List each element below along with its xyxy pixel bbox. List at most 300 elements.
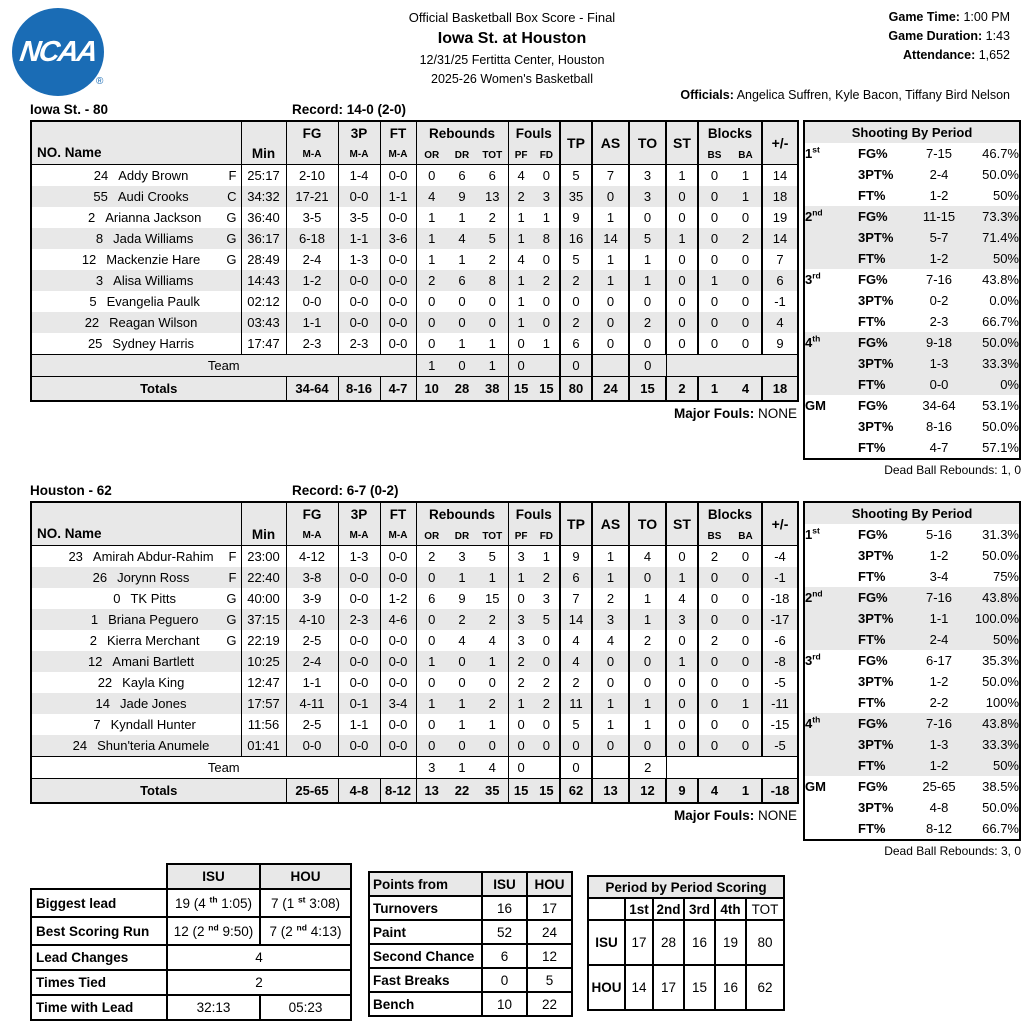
stat-label: 3PT% <box>858 734 912 755</box>
player-number: 24 <box>72 738 88 753</box>
blocks-cell <box>698 291 762 312</box>
percentage: 46.7% <box>982 146 1019 161</box>
player-row <box>31 291 798 312</box>
stat-label: FG% <box>858 587 912 608</box>
ft-made-att: 0-0 <box>380 270 416 291</box>
personal-fouls: 1 <box>517 696 525 711</box>
stat-label: FT% <box>858 440 886 455</box>
turnovers: 1 <box>629 270 666 291</box>
minutes: 17:47 <box>241 333 286 355</box>
player-name: Evangelia Paulk <box>106 294 200 309</box>
fouls-cell <box>508 567 560 588</box>
team-assists <box>592 355 629 377</box>
rebounds-cell <box>416 207 508 228</box>
assists: 7 <box>592 165 629 187</box>
personal-fouls: 3 <box>517 612 525 627</box>
col-blocks-subs: BS BA <box>698 145 762 165</box>
made-attempted: 7-16 <box>925 272 953 287</box>
defensive-rebounds: 6 <box>458 168 466 183</box>
made-attempted: 1-3 <box>912 353 966 374</box>
player-name: Jade Jones <box>120 696 187 711</box>
fouls-cell <box>508 186 560 207</box>
houston-right-col <box>803 501 1021 858</box>
row-label: Paint <box>369 920 482 944</box>
offensive-rebounds: 0 <box>428 294 436 309</box>
fouls-cell <box>508 312 560 333</box>
blocks-cell <box>698 693 762 714</box>
period-label: 2nd <box>804 587 858 650</box>
row-label: Biggest lead <box>31 889 167 917</box>
player-position: F <box>228 570 237 585</box>
plus-minus: 6 <box>762 270 798 291</box>
fouls-drawn: 2 <box>542 696 550 711</box>
plus-minus: -17 <box>762 609 798 630</box>
total-rebounds: 38 <box>485 381 500 396</box>
player-name: Amirah Abdur-Rahim <box>92 549 214 564</box>
team-title: Houston - 62 <box>30 483 112 498</box>
made-attempted: 7-16 <box>912 713 966 734</box>
isu-value: 0 <box>482 968 527 992</box>
blocks-against: 0 <box>741 591 750 606</box>
minutes: 37:15 <box>241 609 286 630</box>
totals-as: 13 <box>592 779 629 804</box>
defensive-rebounds: 1 <box>458 717 466 732</box>
fouls-cell <box>508 672 560 693</box>
totals-to: 15 <box>629 377 666 402</box>
shooting-row <box>804 587 1020 608</box>
col-blocks-subs: BS BA <box>698 526 762 546</box>
player-number: 5 <box>89 294 97 309</box>
blocks-cell <box>698 312 762 333</box>
stat-label: FT% <box>858 695 886 710</box>
total-rebounds: 1 <box>488 570 496 585</box>
defensive-rebounds: 0 <box>458 654 466 669</box>
fouls-cell <box>508 651 560 672</box>
total-points: 6 <box>560 567 592 588</box>
dead-ball-rebounds: Dead Ball Rebounds: 3, 0 <box>884 844 1021 858</box>
stat-label: FT% <box>858 821 886 836</box>
offensive-rebounds: 0 <box>428 315 436 330</box>
offensive-rebounds: 1 <box>428 252 436 267</box>
col-blocks: Blocks <box>698 121 762 145</box>
player-cell <box>31 333 241 355</box>
rebounds-cell <box>416 630 508 651</box>
defensive-rebounds: 22 <box>454 783 470 798</box>
player-number: 26 <box>92 570 108 585</box>
player-row <box>31 270 798 291</box>
turnovers: 0 <box>629 651 666 672</box>
stat-label: 3PT% <box>858 167 894 182</box>
assists: 2 <box>592 588 629 609</box>
stat-label: 3PT% <box>858 548 894 563</box>
team-row <box>31 355 798 377</box>
player-cell <box>31 312 241 333</box>
total-rebounds: 0 <box>488 315 496 330</box>
player-number: 7 <box>93 717 101 732</box>
houston-left-col <box>30 483 797 858</box>
offensive-rebounds: 0 <box>428 717 436 732</box>
total-points: 2 <box>560 672 592 693</box>
offensive-rebounds: 1 <box>428 696 436 711</box>
made-attempted: 1-2 <box>912 755 966 776</box>
fouls-cell <box>508 270 560 291</box>
blocked-shots: 1 <box>710 273 719 288</box>
ft-made-att: 3-6 <box>380 228 416 249</box>
assists: 0 <box>592 186 629 207</box>
personal-fouls: 2 <box>517 189 525 204</box>
period-scoring-body <box>588 920 784 1010</box>
assists: 0 <box>592 312 629 333</box>
percentage: 100% <box>985 695 1019 710</box>
made-attempted: 2-4 <box>912 629 966 650</box>
made-attempted: 0-2 <box>929 293 949 308</box>
isu-value: 19 (4 $^{th}$ 1:05) <box>167 889 260 917</box>
rebounds-cell <box>416 165 508 187</box>
blocks-cell <box>698 249 762 270</box>
row-label: Fast Breaks <box>369 968 482 992</box>
total-rebounds: 4 <box>488 633 496 648</box>
made-attempted: 9-18 <box>912 332 966 353</box>
plus-minus: -4 <box>762 546 798 568</box>
total-rebounds: 0 <box>488 675 496 690</box>
ft-made-att: 0-0 <box>380 165 416 187</box>
blocked-shots: 0 <box>710 189 719 204</box>
fg-made-att: 2-4 <box>286 651 338 672</box>
player-row <box>31 567 798 588</box>
blocks-against: 0 <box>741 633 750 648</box>
rebounds-cell <box>416 567 508 588</box>
blocked-shots: 0 <box>710 654 719 669</box>
player-cell <box>31 249 241 270</box>
ncaa-logo <box>12 8 104 96</box>
blocked-shots: 1 <box>710 381 719 396</box>
total-points: 2 <box>560 270 592 291</box>
total-rebounds: 1 <box>488 654 496 669</box>
blocked-shots: 0 <box>710 717 719 732</box>
col-st: ST <box>666 121 698 165</box>
period-col-3rd: 3rd <box>684 898 715 920</box>
assists: 1 <box>592 270 629 291</box>
total-rebounds: 1 <box>488 336 496 351</box>
three-pt-made-att: 0-0 <box>338 672 380 693</box>
player-row <box>31 735 798 757</box>
offensive-rebounds: 2 <box>428 273 436 288</box>
personal-fouls: 1 <box>517 570 525 585</box>
fouls-cell <box>508 735 560 757</box>
personal-fouls: 2 <box>517 654 525 669</box>
hou-value: 05:23 <box>260 995 351 1020</box>
totals-3p: 8-16 <box>338 377 380 402</box>
stat-label: FG% <box>858 332 912 353</box>
shooting-title: Shooting By Period <box>804 121 1020 143</box>
shooting-row <box>804 524 1020 545</box>
percentage: 73.3% <box>966 206 1020 227</box>
league-line: 2025-26 Women's Basketball <box>431 72 593 86</box>
period-value: 15 <box>684 965 715 1010</box>
player-name: Amani Bartlett <box>112 654 195 669</box>
stat-label: FG% <box>858 713 912 734</box>
turnovers: 2 <box>629 630 666 651</box>
points-from-row <box>369 992 572 1016</box>
stat-label: FG% <box>858 527 888 542</box>
ghost-cell <box>31 864 167 889</box>
points-from-row <box>369 920 572 944</box>
made-attempted: 7-15 <box>925 146 953 161</box>
player-cell <box>31 609 241 630</box>
period-value: 16 <box>715 965 746 1010</box>
made-attempted: 8-12 <box>925 821 953 836</box>
assists: 0 <box>592 651 629 672</box>
team-rebounds <box>416 757 508 779</box>
fg-made-att: 17-21 <box>286 186 338 207</box>
fg-made-att: 2-5 <box>286 630 338 651</box>
player-cell <box>31 630 241 651</box>
total-points: 5 <box>560 249 592 270</box>
blocks-cell <box>698 228 762 249</box>
turnovers: 1 <box>629 609 666 630</box>
fg-made-att: 0-0 <box>286 735 338 757</box>
made-attempted: 1-2 <box>912 248 966 269</box>
blocks-cell <box>698 735 762 757</box>
fg-made-att: 1-1 <box>286 672 338 693</box>
ft-made-att: 0-0 <box>380 714 416 735</box>
player-number: 24 <box>93 168 109 183</box>
team-empty <box>666 355 798 377</box>
player-position: G <box>226 231 237 246</box>
shooting-rows <box>804 502 1020 840</box>
player-row <box>31 693 798 714</box>
player-name: Addy Brown <box>118 168 189 183</box>
team-rebounds <box>416 355 508 377</box>
player-name: Kayla King <box>122 675 185 690</box>
stat-label: 3PT% <box>858 353 912 374</box>
percentage: 33.3% <box>966 734 1020 755</box>
blocks-cell <box>698 714 762 735</box>
isu-value: 16 <box>482 896 527 920</box>
personal-fouls: 0 <box>517 738 525 753</box>
defensive-rebounds: 28 <box>454 381 470 396</box>
player-row <box>31 630 798 651</box>
player-row <box>31 333 798 355</box>
fg-made-att: 3-8 <box>286 567 338 588</box>
player-row <box>31 672 798 693</box>
percentage: 50% <box>966 755 1020 776</box>
plus-minus: 14 <box>762 165 798 187</box>
blocks-against: 0 <box>741 273 750 288</box>
player-name: Sydney Harris <box>112 336 195 351</box>
minutes: 22:40 <box>241 567 286 588</box>
defensive-rebounds: 4 <box>458 633 466 648</box>
personal-fouls: 0 <box>517 336 525 351</box>
period-scoring-title: Period by Period Scoring <box>588 876 784 898</box>
turnovers: 1 <box>629 714 666 735</box>
fouls-drawn: 2 <box>542 273 550 288</box>
turnovers: 0 <box>629 333 666 355</box>
col-to: TO <box>629 121 666 165</box>
plus-minus: -5 <box>762 672 798 693</box>
total-points: 16 <box>560 228 592 249</box>
period-scoring-row <box>588 920 784 965</box>
attendance: Attendance: 1,652 <box>903 47 1010 62</box>
made-attempted: 34-64 <box>922 398 956 413</box>
assists: 0 <box>592 333 629 355</box>
ghost-cell <box>588 898 625 920</box>
steals: 1 <box>666 165 698 187</box>
dead-ball-rebounds: Dead Ball Rebounds: 1, 0 <box>884 463 1021 477</box>
steals: 0 <box>666 207 698 228</box>
made-attempted: 0-0 <box>912 374 966 395</box>
personal-fouls: 0 <box>517 717 525 732</box>
col-ft-ma: M-A <box>380 145 416 165</box>
player-position: G <box>226 612 237 627</box>
total-rebounds: 2 <box>488 252 496 267</box>
shooting-row <box>804 269 1020 290</box>
steals: 0 <box>666 672 698 693</box>
col-plus-minus: +/- <box>762 502 798 546</box>
col-min: Min <box>241 502 286 546</box>
rebounds-cell <box>416 651 508 672</box>
ft-made-att: 4-6 <box>380 609 416 630</box>
fouls-drawn: 1 <box>542 210 550 225</box>
game-flow-col-hou: HOU <box>260 864 351 889</box>
period-label: GM <box>805 398 826 413</box>
fouls-drawn: 0 <box>542 633 550 648</box>
isu-value: 10 <box>482 992 527 1016</box>
personal-fouls: 0 <box>517 760 525 775</box>
percentage: 50.0% <box>982 674 1019 689</box>
blocks-cell <box>698 207 762 228</box>
totals-3p: 4-8 <box>338 779 380 804</box>
blocks-cell <box>698 333 762 355</box>
total-points: 0 <box>560 735 592 757</box>
iowa-left-col <box>30 102 797 477</box>
row-label: Turnovers <box>369 896 482 920</box>
steals: 1 <box>666 228 698 249</box>
rebounds-cell <box>416 333 508 355</box>
points-from-row <box>369 968 572 992</box>
rebounds-cell <box>416 714 508 735</box>
plus-minus: -15 <box>762 714 798 735</box>
col-reb-subs: OR DR TOT <box>416 145 508 165</box>
defensive-rebounds: 3 <box>458 549 466 564</box>
percentage: 50.0% <box>982 167 1019 182</box>
stat-label: 3PT% <box>858 674 894 689</box>
player-number: 14 <box>95 696 110 711</box>
col-st: ST <box>666 502 698 546</box>
defensive-rebounds: 1 <box>458 336 466 351</box>
personal-fouls: 0 <box>517 358 525 373</box>
col-ft: FT <box>380 121 416 145</box>
plus-minus: -11 <box>762 693 798 714</box>
fouls-cell <box>508 249 560 270</box>
fg-made-att: 0-0 <box>286 291 338 312</box>
offensive-rebounds: 10 <box>424 381 439 396</box>
defensive-rebounds: 0 <box>458 358 466 373</box>
three-pt-made-att: 1-4 <box>338 165 380 187</box>
rebounds-cell <box>416 186 508 207</box>
blocks-against: 1 <box>741 168 750 183</box>
blocked-shots: 0 <box>710 675 719 690</box>
shooting-row <box>804 395 1020 416</box>
blocks-cell <box>698 186 762 207</box>
rebounds-cell <box>416 312 508 333</box>
plus-minus: 7 <box>762 249 798 270</box>
made-attempted: 2-2 <box>929 695 949 710</box>
fouls-cell <box>508 228 560 249</box>
steals: 0 <box>666 735 698 757</box>
offensive-rebounds: 1 <box>428 654 436 669</box>
percentage: 50% <box>966 248 1020 269</box>
assists: 1 <box>592 693 629 714</box>
col-fg: FG <box>286 121 338 145</box>
total-rebounds: 4 <box>488 760 496 775</box>
defensive-rebounds: 1 <box>458 252 466 267</box>
defensive-rebounds: 1 <box>458 570 466 585</box>
plus-minus: -1 <box>762 567 798 588</box>
box-table-header <box>31 502 798 546</box>
ft-made-att: 0-0 <box>380 207 416 228</box>
turnovers: 1 <box>629 588 666 609</box>
steals: 0 <box>666 630 698 651</box>
total-rebounds: 8 <box>488 273 496 288</box>
stat-label: FG% <box>858 779 888 794</box>
defensive-rebounds: 1 <box>458 760 466 775</box>
team-title: Iowa St. - 80 <box>30 102 109 117</box>
defensive-rebounds: 0 <box>458 738 466 753</box>
rebounds-cell <box>416 693 508 714</box>
player-row <box>31 207 798 228</box>
shooting-row <box>804 713 1020 734</box>
hou-value: 24 <box>527 920 572 944</box>
totals-fg: 34-64 <box>286 377 338 402</box>
blocked-shots: 0 <box>710 168 719 183</box>
turnovers: 1 <box>629 249 666 270</box>
player-number: 12 <box>87 654 103 669</box>
made-attempted: 8-16 <box>925 419 953 434</box>
points-from-col-isu: ISU <box>482 872 527 896</box>
col-no-name: NO. Name <box>31 502 241 546</box>
period-label: GM <box>805 779 826 794</box>
fg-made-att: 4-12 <box>286 546 338 568</box>
rebounds-cell <box>416 546 508 568</box>
total-rebounds: 2 <box>488 210 496 225</box>
col-3p-ma: M-A <box>338 526 380 546</box>
points-from-title: Points from <box>369 872 482 896</box>
made-attempted: 4-8 <box>929 800 949 815</box>
three-pt-made-att: 0-1 <box>338 693 380 714</box>
player-cell <box>31 672 241 693</box>
offensive-rebounds: 2 <box>428 549 436 564</box>
points-from-col-hou: HOU <box>527 872 572 896</box>
period-label: 2nd <box>804 206 858 269</box>
total-rebounds: 1 <box>488 717 496 732</box>
blocks-against: 0 <box>741 570 750 585</box>
fouls-drawn: 0 <box>542 168 550 183</box>
blocks-cell <box>698 546 762 568</box>
blocks-against: 0 <box>741 210 750 225</box>
totals-as: 24 <box>592 377 629 402</box>
made-attempted: 1-1 <box>912 608 966 629</box>
steals: 3 <box>666 609 698 630</box>
player-row <box>31 588 798 609</box>
rebounds-cell <box>416 672 508 693</box>
shooting-row <box>804 332 1020 353</box>
blocks-cell <box>698 270 762 291</box>
total-rebounds: 1 <box>488 358 496 373</box>
shooting-row <box>804 143 1020 164</box>
period-value: 62 <box>746 965 784 1010</box>
period-label: 3rd <box>805 270 821 287</box>
